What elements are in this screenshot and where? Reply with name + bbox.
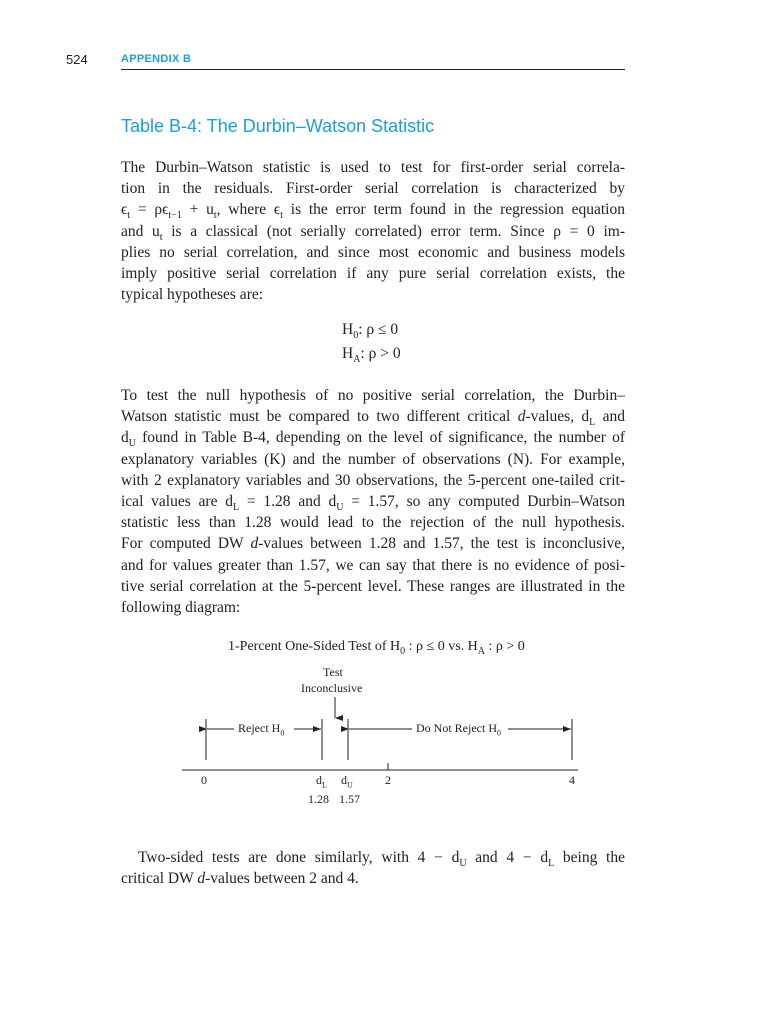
two-sided-paragraph bbox=[121, 847, 625, 889]
alternative-hypothesis: $H_A$: ρ > 0 bbox=[342, 345, 401, 366]
null-hypothesis: $H_0$: ρ ≤ 0 bbox=[342, 321, 399, 342]
tick-label-two: 2 bbox=[385, 773, 391, 787]
inconclusive-label: Inconclusive bbox=[301, 681, 363, 695]
paragraph-line: To test the null hypothesis of no positive serial correlation, the Durbin– bbox=[121, 387, 625, 404]
value-du: 1.57 bbox=[339, 792, 360, 806]
paragraph-line: plies no serial correlation, and since most economic and business models bbox=[121, 243, 625, 261]
not-reject-label: Do Not Reject $H_0$ bbox=[416, 721, 501, 738]
tick-label-dl: $d_L$ bbox=[316, 773, 327, 790]
paragraph-line: and for values greater than 1.57, we can say that there is no evidence of posi- bbox=[121, 556, 625, 574]
intro-paragraph bbox=[121, 157, 625, 305]
durbin-watson-diagram bbox=[170, 632, 600, 812]
paragraph-line: tive serial correlation at the 5-percent level. These ranges are illustrated in the bbox=[121, 577, 625, 595]
paragraph-line: statistic less than 1.28 would lead to the rejection of the null hypothesis. bbox=[121, 514, 625, 532]
paragraph-line: $d_U$ found in Table B-4, depending on the level of significance, the number of bbox=[121, 429, 625, 450]
section-label: APPENDIX B bbox=[121, 53, 192, 65]
paragraph-line: critical DW d-values between 2 and 4. bbox=[121, 870, 359, 888]
page-number: 524 bbox=[66, 52, 88, 67]
paragraph-line: and $u_t$ is a classical (not serially correlated) error term. Since ρ = 0 im- bbox=[121, 222, 625, 243]
tick-label-zero: 0 bbox=[201, 773, 207, 787]
paragraph-line: ical values are $d_L = 1.28$ and $d_U = 1.57$, so any computed Durbin–Watson bbox=[121, 493, 625, 514]
diagram-title: 1-Percent One-Sided Test of $H_0$ : ρ ≤ 0 vs. $H_A$ : ρ > 0 bbox=[228, 639, 525, 657]
test-label: Test bbox=[323, 665, 343, 679]
paragraph-line: Two-sided tests are done similarly, with $4 - d_U$ and $4 - d_L$ being the bbox=[138, 849, 625, 870]
paragraph-line: typical hypotheses are: bbox=[121, 286, 264, 304]
paragraph-line: For computed DW d-values between 1.28 and 1.57, the test is inconclusive, bbox=[121, 535, 626, 553]
tick-label-du: $d_U$ bbox=[341, 773, 353, 790]
paragraph-line: $\epsilon_t = \rho\epsilon_{t-1} + u_t$, where $\epsilon_t$ is the error term found in the regression equation bbox=[121, 201, 625, 222]
paragraph-line: tion in the residuals. First-order serial correlation is characterized by bbox=[121, 180, 625, 198]
paragraph-line: explanatory variables (K) and the number of observations (N). For example, bbox=[121, 450, 625, 468]
test-paragraph bbox=[121, 385, 625, 618]
paragraph-line: imply positive serial correlation if any pure serial correlation exists, the bbox=[121, 265, 625, 283]
paragraph-line: with 2 explanatory variables and 30 observations, the 5-percent one-tailed crit- bbox=[121, 471, 625, 489]
value-dl: 1.28 bbox=[308, 792, 329, 806]
table-title: Table B-4: The Durbin–Watson Statistic bbox=[121, 116, 435, 136]
paragraph-line: The Durbin–Watson statistic is used to test for first-order serial correla- bbox=[121, 159, 625, 176]
tick-label-four: 4 bbox=[569, 773, 575, 787]
header-rule bbox=[121, 69, 625, 70]
reject-label: Reject $H_0$ bbox=[238, 721, 285, 738]
paragraph-line: following diagram: bbox=[121, 599, 241, 617]
paragraph-line: Watson statistic must be compared to two different critical d-values, $d_L$ and bbox=[121, 408, 625, 429]
